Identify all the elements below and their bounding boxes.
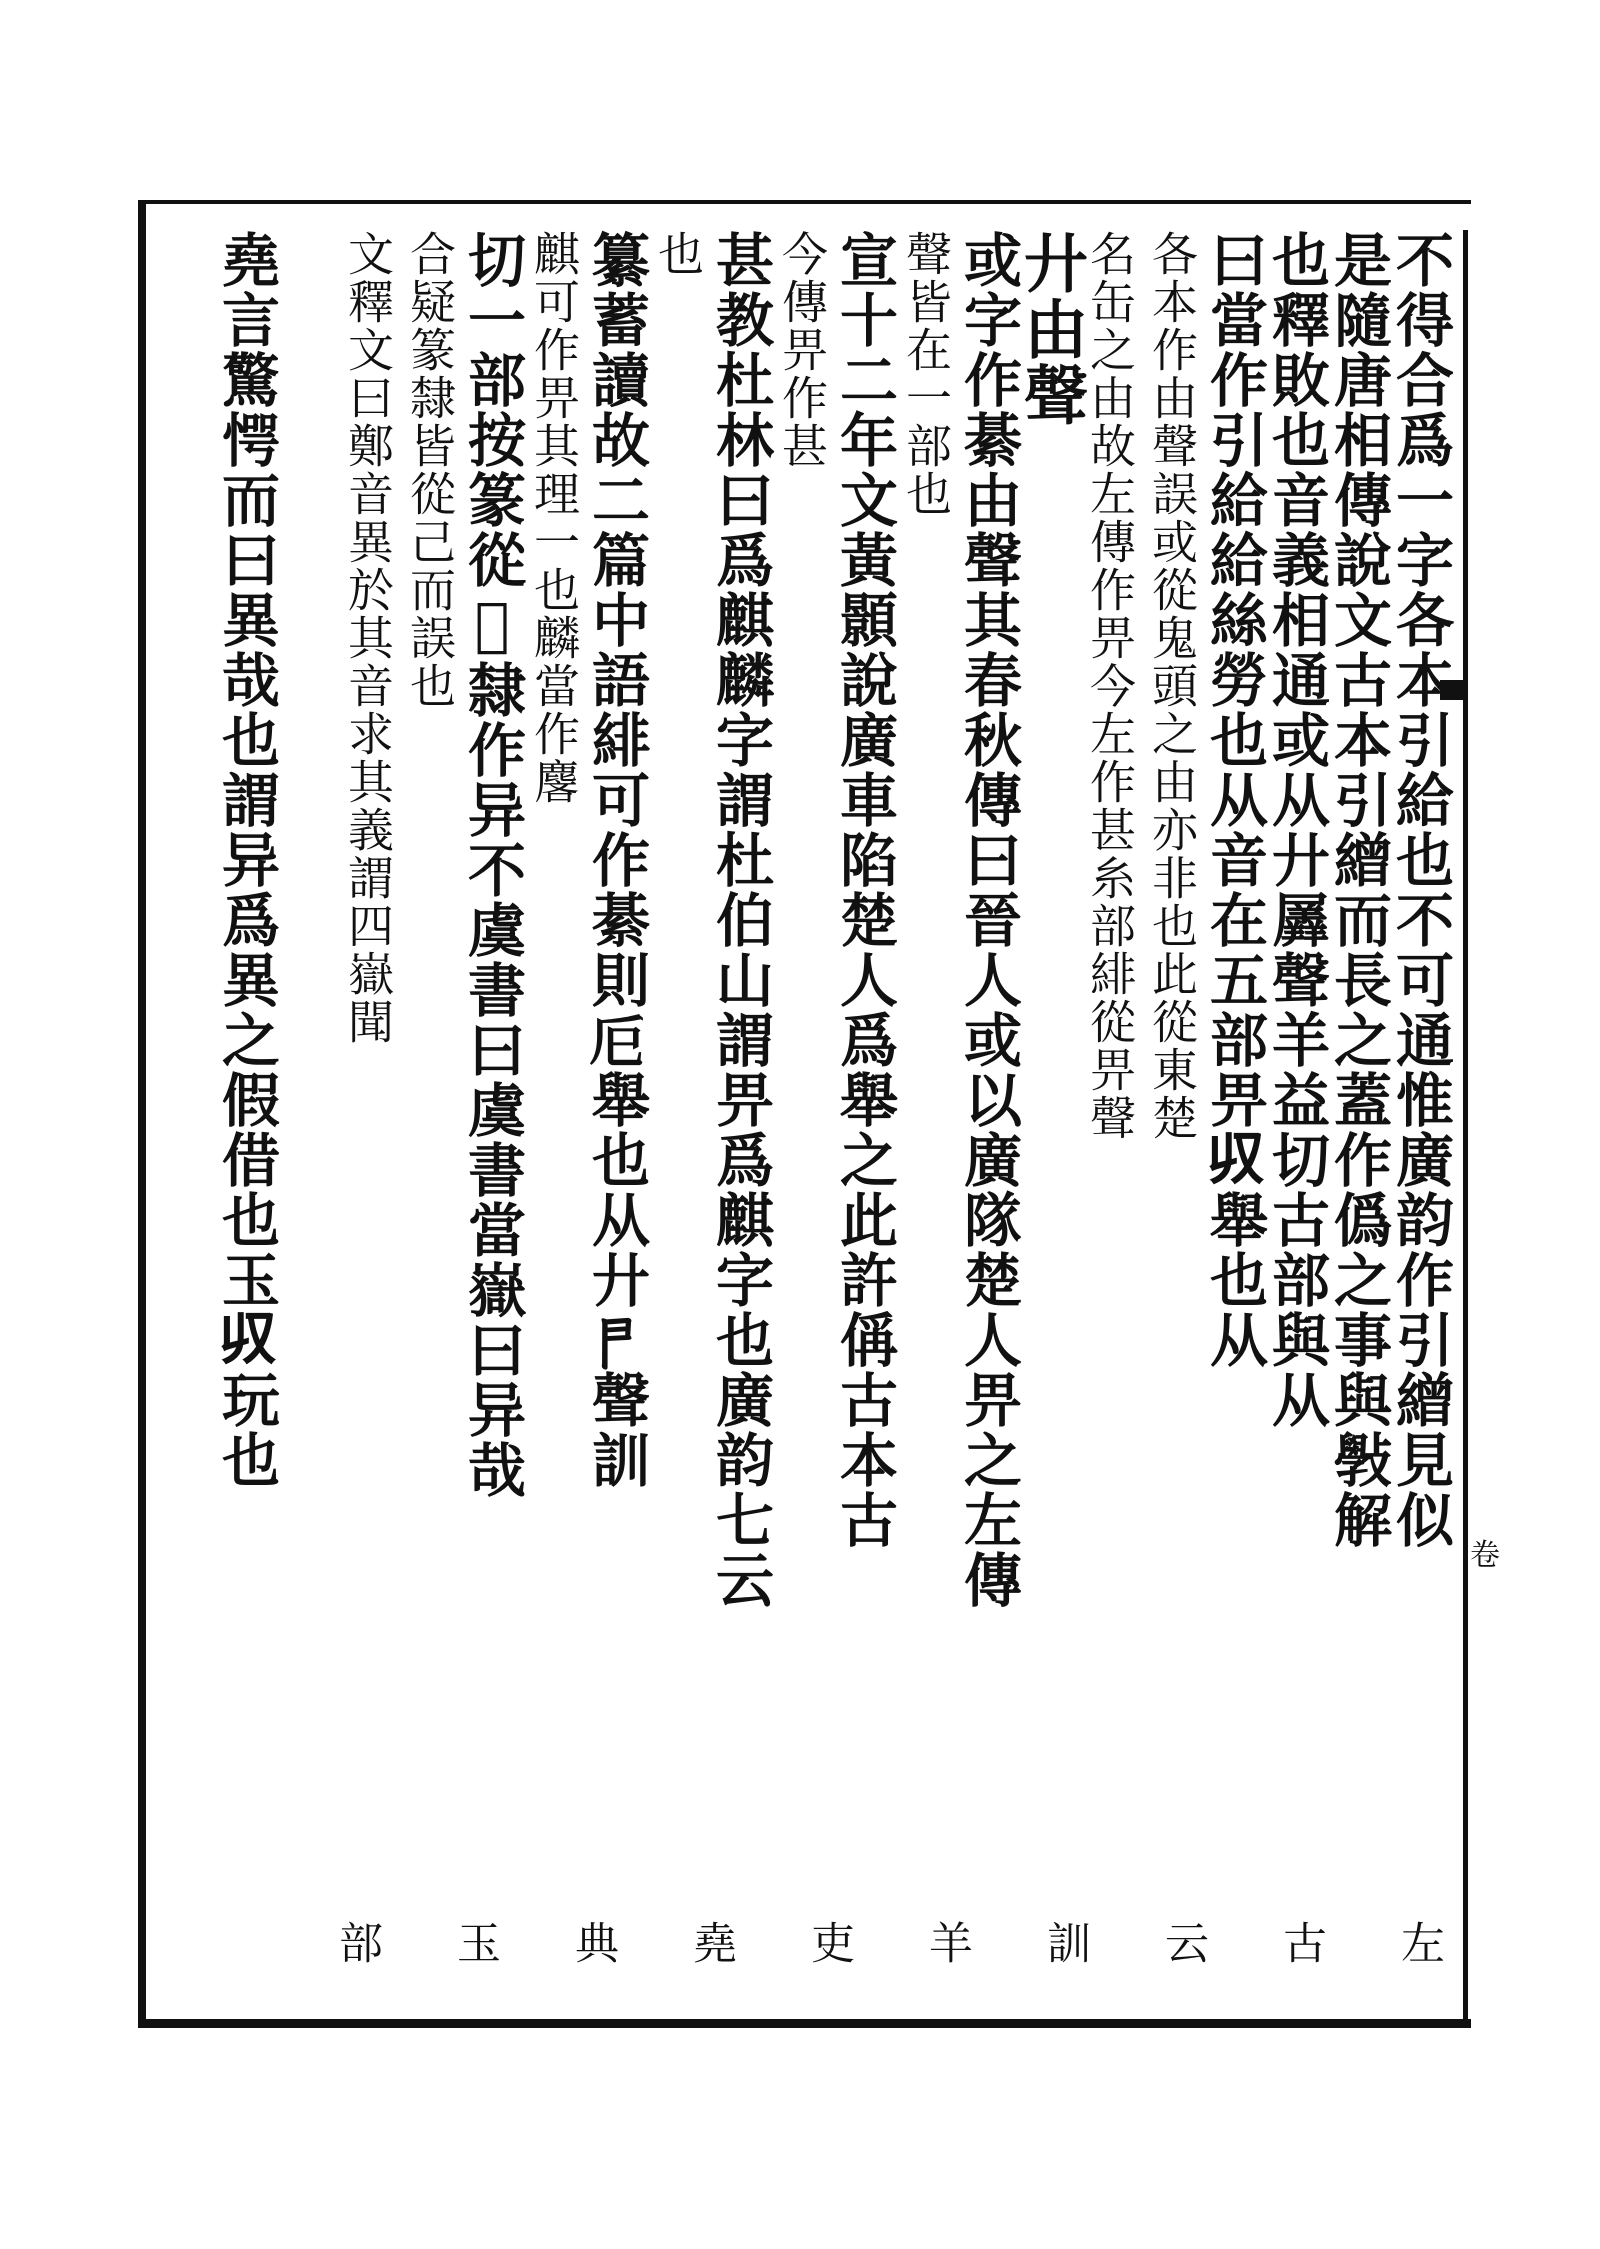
text-column-15: 麒可作畀其理一也麟當作麐 [527,230,581,806]
text-column-1: 不得合爲一字各本引給也不可通惟廣韵作引繒見似 [1386,230,1454,1550]
text-column-18: 文釋文曰鄭音異於其音求其義謂四嶽聞 [341,230,395,1046]
text-column-3: 也釋敗也音義相通或从廾羼聲羊益切古部與从 [1262,230,1330,1430]
footer-char: 云 [1157,1920,1208,1964]
text-column-16: 切一部按篆從𠀉隸作异不虞書曰虞書當嶽曰异哉 [458,230,526,1500]
text-column-12: 甚教杜林曰爲麒麟字謂杜伯山謂畀爲麒字也廣韵七云 [706,230,774,1610]
footer-char: 左 [1393,1920,1444,1964]
page-border-right [1463,230,1468,2020]
text-column-2: 是隨唐相傳說文古本引繒而長之蓋作僞之事與斅解 [1324,230,1392,1550]
footer-char: 部 [331,1920,382,1964]
text-column-17: 合疑篆隸皆從己而誤也 [403,230,457,710]
text-column-5: 各本作由聲誤或從鬼頭之由亦非也此從東楚 [1145,230,1199,1142]
text-column-13: 也 [651,230,705,278]
footer-char: 吏 [803,1920,854,1964]
footer-char: 典 [567,1920,618,1964]
text-column-4: 曰當作引給給絲勞也从音在五部畀𠬞舉也从 [1200,230,1268,1370]
text-column-14: 纂蓄讀故二篇中語緋可作綦則𢀴舉也从廾𠁣聲訓 [582,230,650,1490]
text-column-6: 名缶之由故左傳作畀今左作甚糸部緋從畀聲 [1083,230,1137,1142]
text-column-8: 或字作綦由聲其春秋傳曰晉人或以廣隊楚人畀之左傳 [954,230,1022,1610]
footer-char: 玉 [449,1920,500,1964]
footer-char: 訓 [1039,1920,1090,1964]
text-column-10: 宣十二年文黃顥說廣車陷楚人爲舉之此許偁古本古 [830,230,898,1550]
footer-char: 羊 [921,1920,972,1964]
footer-char: 古 [1275,1920,1326,1964]
text-column-19: 堯言驚愕而曰異哉也謂异爲異之假借也玉𠬞玩也 [212,230,280,1490]
edge-mark: 卷 [1470,1538,1500,1573]
text-column-9: 聲皆在一部也 [899,230,953,518]
footer-char: 堯 [685,1920,736,1964]
text-column-7: 廾由聲 [1013,230,1088,428]
text-column-11: 今傳畀作甚 [775,230,829,470]
